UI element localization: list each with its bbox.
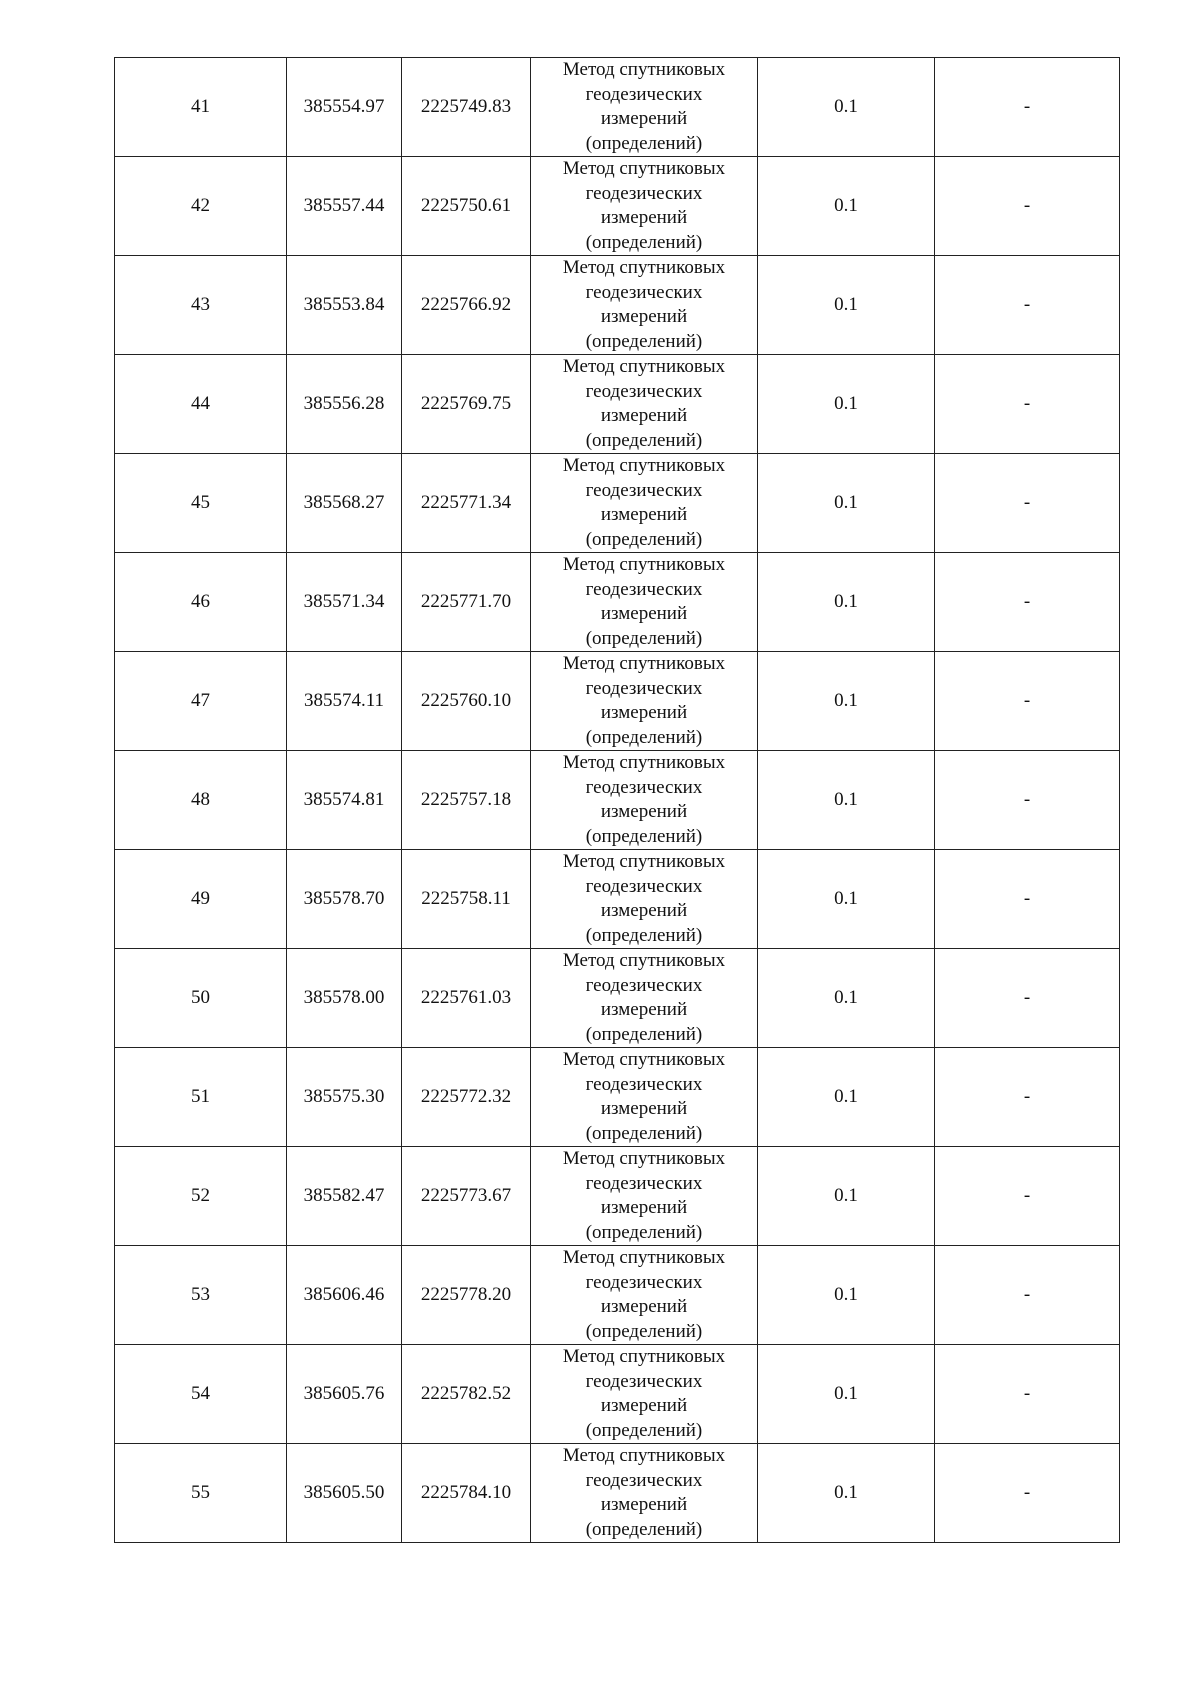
- method-text-line: геодезических: [585, 875, 703, 897]
- method-text-line: (определений): [585, 231, 703, 253]
- method-text-line: Метод спутниковых: [562, 1247, 726, 1268]
- point-number-cell: 48: [115, 751, 287, 850]
- accuracy-cell: 0.1: [758, 1147, 935, 1246]
- note-cell: -: [935, 652, 1120, 751]
- method-cell: [531, 1048, 758, 1147]
- x-coordinate-cell: 385553.84: [287, 256, 402, 355]
- method-text-line: измерений: [600, 306, 688, 327]
- y-coordinate-cell: 2225750.61: [402, 157, 531, 256]
- y-coordinate-cell: 2225761.03: [402, 949, 531, 1048]
- point-number-cell: 44: [115, 355, 287, 454]
- accuracy-cell: 0.1: [758, 157, 935, 256]
- method-text-line: измерений: [600, 1098, 688, 1119]
- accuracy-cell: 0.1: [758, 1048, 935, 1147]
- method-text-line: Метод спутниковых: [562, 356, 726, 377]
- method-text-line: геодезических: [585, 1469, 703, 1491]
- table-row: [115, 850, 1120, 949]
- table-row: [115, 454, 1120, 553]
- method-text-line: Метод спутниковых: [562, 1445, 726, 1466]
- method-text-line: геодезических: [585, 1271, 703, 1293]
- x-coordinate-cell: 385578.00: [287, 949, 402, 1048]
- method-text-line: Метод спутниковых: [562, 1346, 726, 1367]
- note-cell: -: [935, 1345, 1120, 1444]
- note-cell: -: [935, 58, 1120, 157]
- accuracy-cell: 0.1: [758, 751, 935, 850]
- x-coordinate-cell: 385575.30: [287, 1048, 402, 1147]
- method-text-line: (определений): [585, 429, 703, 451]
- method-cell: [531, 454, 758, 553]
- note-cell: -: [935, 949, 1120, 1048]
- x-coordinate-cell: 385571.34: [287, 553, 402, 652]
- table-row: [115, 751, 1120, 850]
- method-text-line: (определений): [585, 726, 703, 748]
- note-cell: -: [935, 1246, 1120, 1345]
- note-cell: -: [935, 850, 1120, 949]
- point-number-cell: 47: [115, 652, 287, 751]
- method-text-line: Метод спутниковых: [562, 653, 726, 674]
- y-coordinate-cell: 2225757.18: [402, 751, 531, 850]
- method-cell: [531, 553, 758, 652]
- y-coordinate-cell: 2225784.10: [402, 1444, 531, 1543]
- method-text-line: геодезических: [585, 479, 703, 501]
- table-row: [115, 58, 1120, 157]
- method-cell: [531, 652, 758, 751]
- method-text-line: Метод спутниковых: [562, 455, 726, 476]
- y-coordinate-cell: 2225771.70: [402, 553, 531, 652]
- method-text-line: геодезических: [585, 182, 703, 204]
- method-text-line: геодезических: [585, 974, 703, 996]
- y-coordinate-cell: 2225760.10: [402, 652, 531, 751]
- method-text-line: измерений: [600, 999, 688, 1020]
- method-text-line: геодезических: [585, 1370, 703, 1392]
- note-cell: -: [935, 355, 1120, 454]
- method-text-line: измерений: [600, 801, 688, 822]
- method-cell: [531, 1147, 758, 1246]
- method-text-line: геодезических: [585, 578, 703, 600]
- point-number-cell: 43: [115, 256, 287, 355]
- y-coordinate-cell: 2225778.20: [402, 1246, 531, 1345]
- point-number-cell: 46: [115, 553, 287, 652]
- x-coordinate-cell: 385556.28: [287, 355, 402, 454]
- x-coordinate-cell: 385568.27: [287, 454, 402, 553]
- method-text-line: (определений): [585, 1419, 703, 1441]
- x-coordinate-cell: 385554.97: [287, 58, 402, 157]
- method-text-line: измерений: [600, 900, 688, 921]
- table-row: [115, 355, 1120, 454]
- table-row: [115, 256, 1120, 355]
- note-cell: -: [935, 1147, 1120, 1246]
- method-text-line: (определений): [585, 1023, 703, 1045]
- method-text-line: Метод спутниковых: [562, 59, 726, 80]
- x-coordinate-cell: 385605.50: [287, 1444, 402, 1543]
- table-row: [115, 1147, 1120, 1246]
- method-text-line: Метод спутниковых: [562, 554, 726, 575]
- note-cell: -: [935, 256, 1120, 355]
- note-cell: -: [935, 454, 1120, 553]
- method-text-line: геодезических: [585, 1073, 703, 1095]
- method-cell: [531, 58, 758, 157]
- point-number-cell: 51: [115, 1048, 287, 1147]
- method-cell: [531, 355, 758, 454]
- table-row: [115, 1345, 1120, 1444]
- y-coordinate-cell: 2225773.67: [402, 1147, 531, 1246]
- method-text-line: (определений): [585, 1221, 703, 1243]
- note-cell: -: [935, 1048, 1120, 1147]
- point-number-cell: 53: [115, 1246, 287, 1345]
- note-cell: -: [935, 751, 1120, 850]
- method-cell: [531, 157, 758, 256]
- accuracy-cell: 0.1: [758, 1345, 935, 1444]
- table-row: [115, 1444, 1120, 1543]
- accuracy-cell: 0.1: [758, 58, 935, 157]
- method-text-line: геодезических: [585, 281, 703, 303]
- x-coordinate-cell: 385578.70: [287, 850, 402, 949]
- method-text-line: (определений): [585, 1518, 703, 1540]
- y-coordinate-cell: 2225749.83: [402, 58, 531, 157]
- method-text-line: (определений): [585, 1320, 703, 1342]
- method-cell: [531, 1444, 758, 1543]
- method-text-line: геодезических: [585, 677, 703, 699]
- accuracy-cell: 0.1: [758, 553, 935, 652]
- accuracy-cell: 0.1: [758, 355, 935, 454]
- method-text-line: геодезических: [585, 1172, 703, 1194]
- x-coordinate-cell: 385574.81: [287, 751, 402, 850]
- y-coordinate-cell: 2225772.32: [402, 1048, 531, 1147]
- coordinates-table-body: [115, 58, 1120, 1543]
- y-coordinate-cell: 2225766.92: [402, 256, 531, 355]
- accuracy-cell: 0.1: [758, 454, 935, 553]
- method-cell: [531, 1345, 758, 1444]
- note-cell: -: [935, 553, 1120, 652]
- x-coordinate-cell: 385605.76: [287, 1345, 402, 1444]
- accuracy-cell: 0.1: [758, 652, 935, 751]
- point-number-cell: 52: [115, 1147, 287, 1246]
- method-text-line: (определений): [585, 825, 703, 847]
- method-text-line: Метод спутниковых: [562, 752, 726, 773]
- table-row: [115, 1048, 1120, 1147]
- method-text-line: измерений: [600, 1296, 688, 1317]
- method-text-line: Метод спутниковых: [562, 1148, 726, 1169]
- method-text-line: (определений): [585, 528, 703, 550]
- method-text-line: (определений): [585, 1122, 703, 1144]
- note-cell: -: [935, 1444, 1120, 1543]
- method-text-line: измерений: [600, 108, 688, 129]
- point-number-cell: 50: [115, 949, 287, 1048]
- accuracy-cell: 0.1: [758, 850, 935, 949]
- method-cell: [531, 256, 758, 355]
- method-cell: [531, 850, 758, 949]
- method-text-line: (определений): [585, 330, 703, 352]
- method-text-line: Метод спутниковых: [562, 950, 726, 971]
- method-text-line: измерений: [600, 1197, 688, 1218]
- accuracy-cell: 0.1: [758, 256, 935, 355]
- point-number-cell: 41: [115, 58, 287, 157]
- y-coordinate-cell: 2225769.75: [402, 355, 531, 454]
- method-cell: [531, 949, 758, 1048]
- x-coordinate-cell: 385574.11: [287, 652, 402, 751]
- point-number-cell: 42: [115, 157, 287, 256]
- method-text-line: измерений: [600, 1395, 688, 1416]
- x-coordinate-cell: 385582.47: [287, 1147, 402, 1246]
- table-row: [115, 652, 1120, 751]
- table-row: [115, 1246, 1120, 1345]
- y-coordinate-cell: 2225771.34: [402, 454, 531, 553]
- accuracy-cell: 0.1: [758, 949, 935, 1048]
- table-row: [115, 553, 1120, 652]
- coordinates-table: [114, 57, 1120, 1543]
- method-text-line: Метод спутниковых: [562, 257, 726, 278]
- method-text-line: измерений: [600, 603, 688, 624]
- method-text-line: (определений): [585, 924, 703, 946]
- point-number-cell: 45: [115, 454, 287, 553]
- method-text-line: измерений: [600, 504, 688, 525]
- x-coordinate-cell: 385606.46: [287, 1246, 402, 1345]
- point-number-cell: 54: [115, 1345, 287, 1444]
- y-coordinate-cell: 2225782.52: [402, 1345, 531, 1444]
- method-text-line: измерений: [600, 1494, 688, 1515]
- x-coordinate-cell: 385557.44: [287, 157, 402, 256]
- method-cell: [531, 1246, 758, 1345]
- method-text-line: геодезических: [585, 380, 703, 402]
- method-cell: [531, 751, 758, 850]
- method-text-line: Метод спутниковых: [562, 158, 726, 179]
- point-number-cell: 55: [115, 1444, 287, 1543]
- point-number-cell: 49: [115, 850, 287, 949]
- method-text-line: измерений: [600, 702, 688, 723]
- method-text-line: измерений: [600, 207, 688, 228]
- method-text-line: (определений): [585, 132, 703, 154]
- table-row: [115, 949, 1120, 1048]
- method-text-line: геодезических: [585, 83, 703, 105]
- y-coordinate-cell: 2225758.11: [402, 850, 531, 949]
- note-cell: -: [935, 157, 1120, 256]
- accuracy-cell: 0.1: [758, 1444, 935, 1543]
- method-text-line: (определений): [585, 627, 703, 649]
- method-text-line: геодезических: [585, 776, 703, 798]
- table-row: [115, 157, 1120, 256]
- method-text-line: Метод спутниковых: [562, 851, 726, 872]
- accuracy-cell: 0.1: [758, 1246, 935, 1345]
- method-text-line: измерений: [600, 405, 688, 426]
- method-text-line: Метод спутниковых: [562, 1049, 726, 1070]
